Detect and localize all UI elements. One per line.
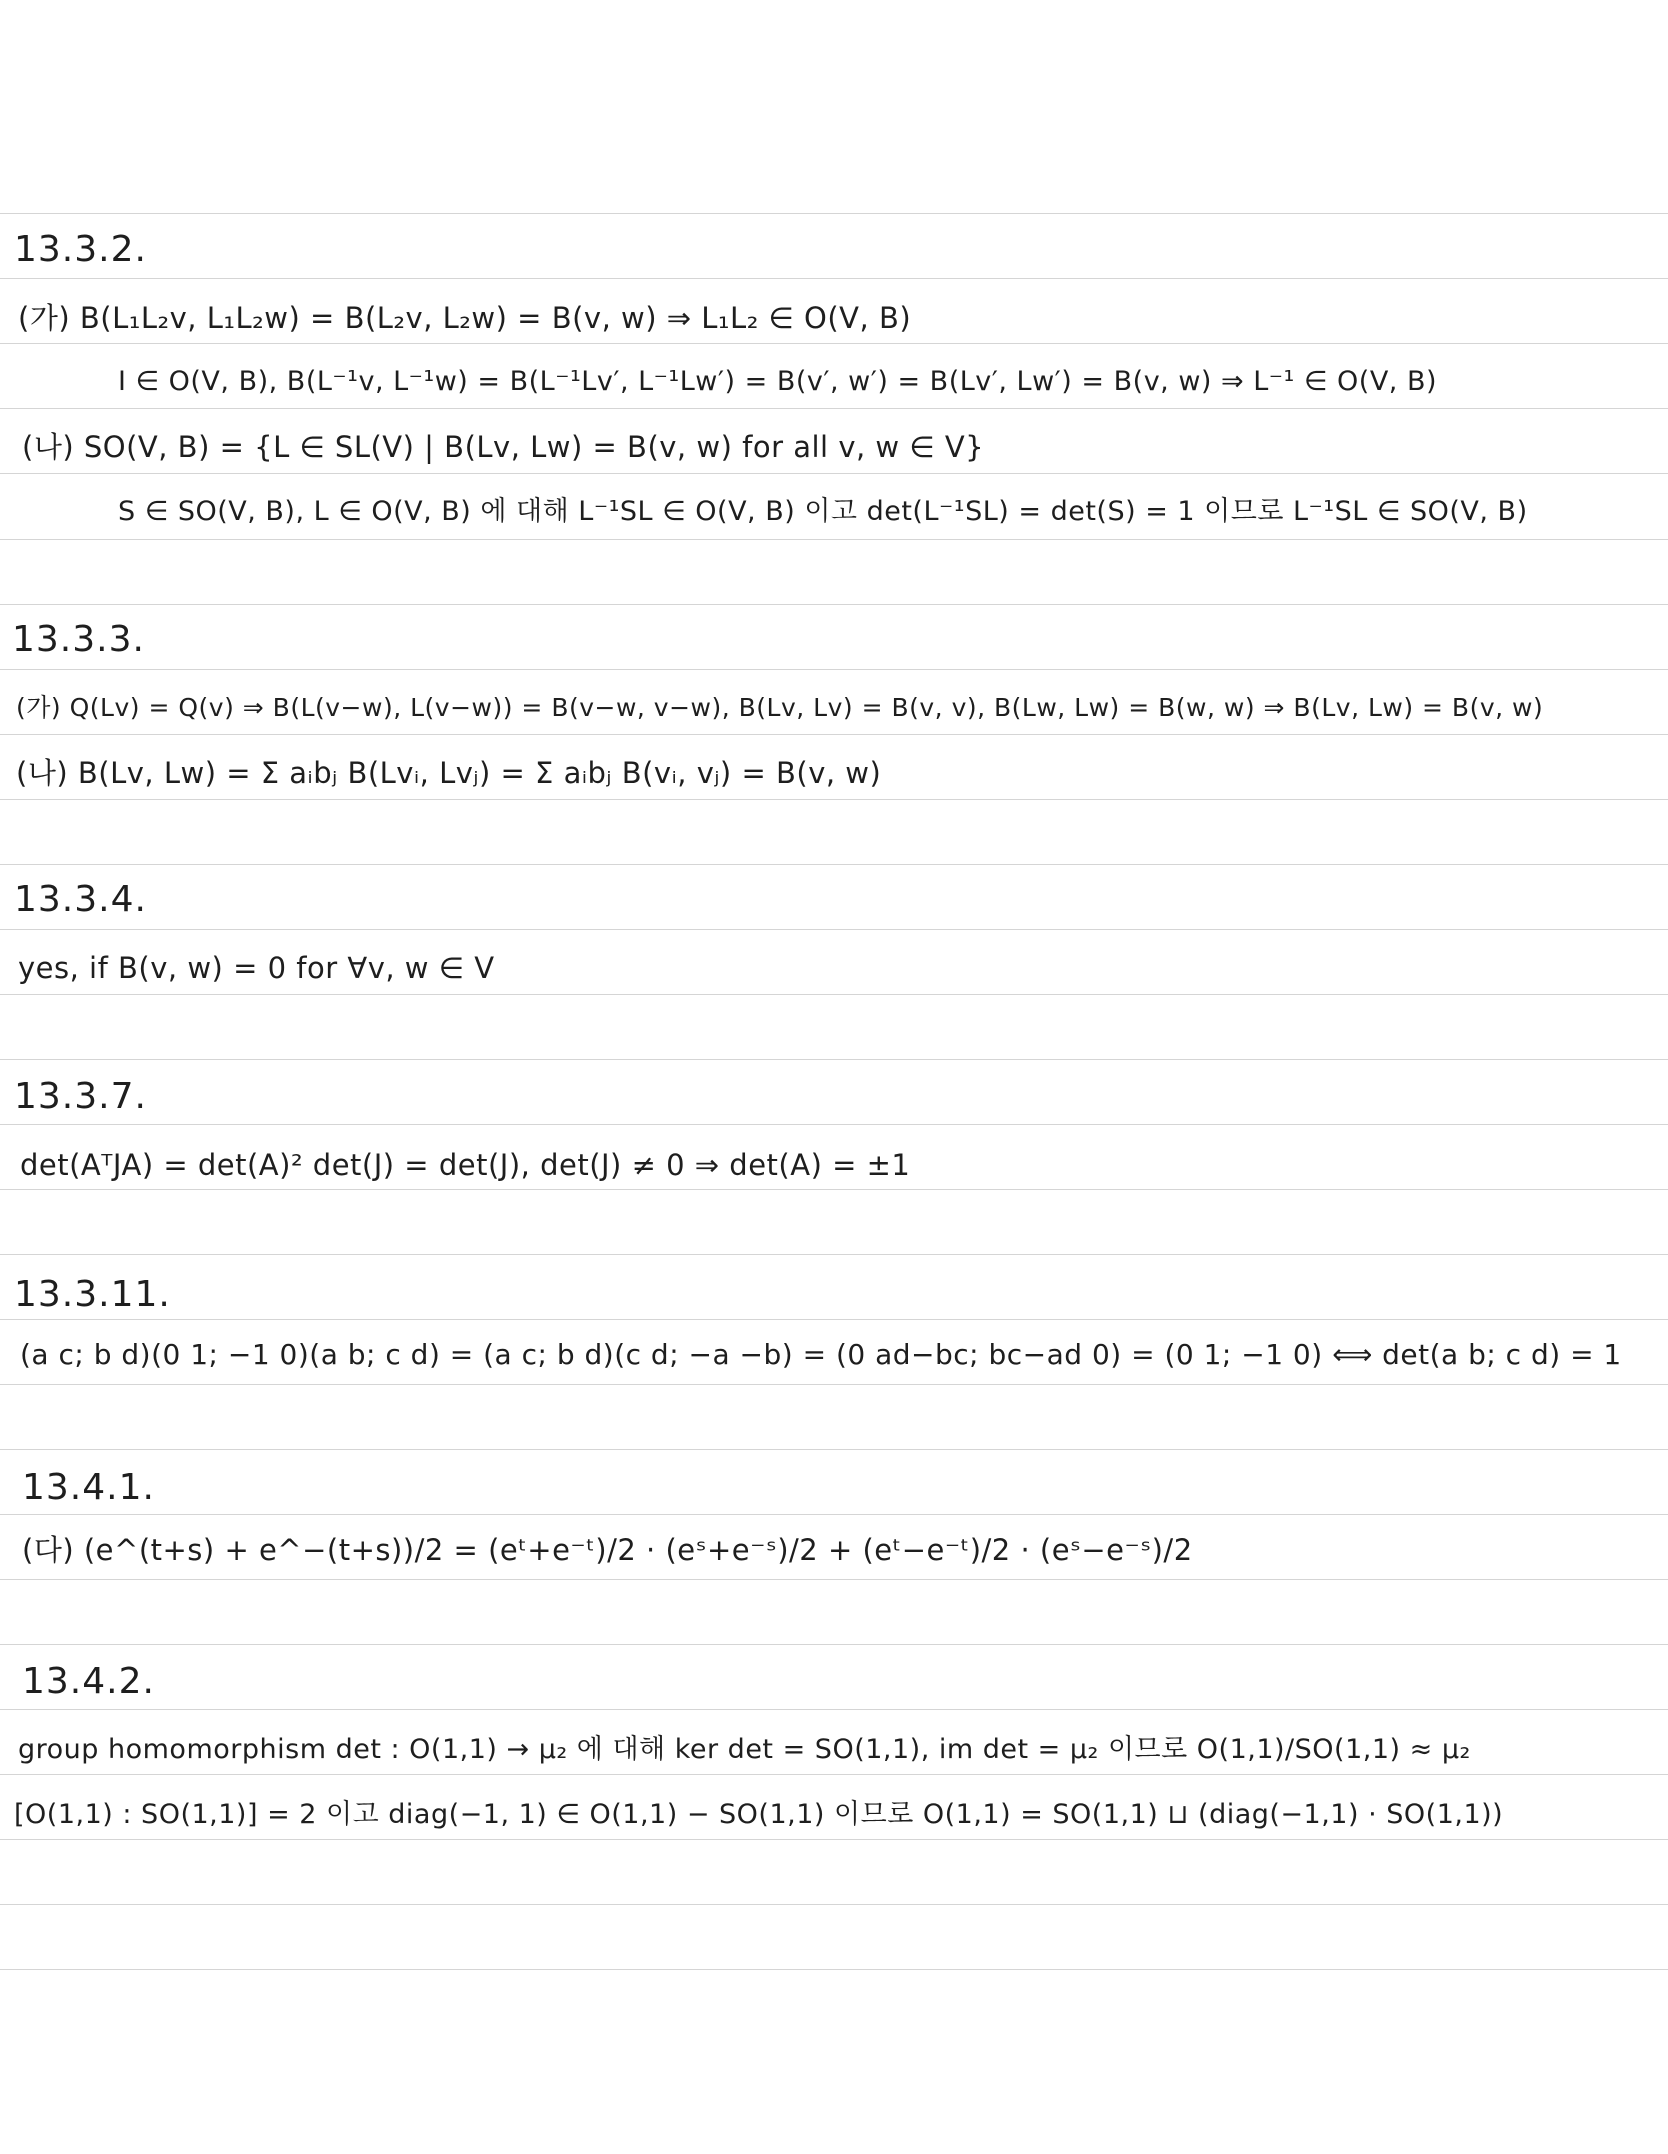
note-line: S ∈ SO(V, B), L ∈ O(V, B) 에 대해 L⁻¹SL ∈ O(V, B) 이고 det(L⁻¹SL) = det(S) = 1 이므로 L⁻¹SL ∈ SO(V, B) — [118, 496, 1528, 527]
ruled-line — [0, 799, 1668, 800]
ruled-line — [0, 1319, 1668, 1320]
ruled-line — [0, 1774, 1668, 1775]
section-title: 13.4.2. — [22, 1661, 155, 1702]
ruled-line — [0, 1059, 1668, 1060]
ruled-line — [0, 1709, 1668, 1710]
ruled-line — [0, 1839, 1668, 1840]
ruled-line — [0, 994, 1668, 995]
ruled-line — [0, 278, 1668, 279]
note-line: (다) (e^(t+s) + e^−(t+s))/2 = (eᵗ+e⁻ᵗ)/2 · (eˢ+e⁻ˢ)/2 + (eᵗ−e⁻ᵗ)/2 · (eˢ−e⁻ˢ)/2 — [22, 1533, 1193, 1567]
note-line: (나) B(Lv, Lw) = Σ aᵢbⱼ B(Lvᵢ, Lvⱼ) = Σ aᵢbⱼ B(vᵢ, vⱼ) = B(v, w) — [16, 756, 882, 790]
ruled-line — [0, 1449, 1668, 1450]
section-title: 13.3.3. — [12, 619, 145, 660]
note-line: yes, if B(v, w) = 0 for ∀v, w ∈ V — [18, 951, 495, 985]
ruled-line — [0, 1384, 1668, 1385]
ruled-line — [0, 473, 1668, 474]
ruled-line — [0, 604, 1668, 605]
ruled-line — [0, 213, 1668, 214]
note-line: [O(1,1) : SO(1,1)] = 2 이고 diag(−1, 1) ∈ O(1,1) − SO(1,1) 이므로 O(1,1) = SO(1,1) ⊔ (diag(−1,1) · SO(1,1)) — [14, 1799, 1504, 1830]
section-title: 13.3.7. — [14, 1076, 147, 1117]
note-line: det(AᵀJA) = det(A)² det(J) = det(J), det(J) ≠ 0 ⇒ det(A) = ±1 — [20, 1148, 911, 1182]
note-line: (나) SO(V, B) = {L ∈ SL(V) | B(Lv, Lw) = B(v, w) for all v, w ∈ V} — [22, 430, 985, 464]
ruled-line — [0, 929, 1668, 930]
section-title: 13.3.4. — [14, 879, 147, 920]
note-line: (a c; b d)(0 1; −1 0)(a b; c d) = (a c; b d)(c d; −a −b) = (0 ad−bc; bc−ad 0) = (0 1; −1 0) ⟺ det(a b; c d) = 1 — [20, 1338, 1622, 1371]
ruled-line — [0, 1124, 1668, 1125]
ruled-line — [0, 1904, 1668, 1905]
section-title: 13.3.11. — [14, 1274, 171, 1315]
note-line: (가) B(L₁L₂v, L₁L₂w) = B(L₂v, L₂w) = B(v, w) ⇒ L₁L₂ ∈ O(V, B) — [18, 301, 912, 335]
ruled-line — [0, 1254, 1668, 1255]
note-line: I ∈ O(V, B), B(L⁻¹v, L⁻¹w) = B(L⁻¹Lv′, L⁻¹Lw′) = B(v′, w′) = B(Lv′, Lw′) = B(v, w) ⇒ L⁻¹ ∈ O(V, B) — [118, 366, 1438, 397]
ruled-line — [0, 1644, 1668, 1645]
ruled-line — [0, 343, 1668, 344]
section-title: 13.3.2. — [14, 229, 147, 270]
ruled-line — [0, 1579, 1668, 1580]
ruled-line — [0, 539, 1668, 540]
ruled-line — [0, 408, 1668, 409]
note-line: (가) Q(Lv) = Q(v) ⇒ B(L(v−w), L(v−w)) = B(v−w, v−w), B(Lv, Lv) = B(v, v), B(Lw, Lw) = B(w, w) ⇒ B(Lv, Lw) = B(v, w) — [16, 693, 1544, 722]
ruled-line — [0, 669, 1668, 670]
note-line: group homomorphism det : O(1,1) → μ₂ 에 대해 ker det = SO(1,1), im det = μ₂ 이므로 O(1,1)/SO(1,1) ≈ μ₂ — [18, 1734, 1471, 1765]
ruled-line — [0, 1969, 1668, 1970]
ruled-line — [0, 734, 1668, 735]
ruled-line — [0, 1189, 1668, 1190]
section-title: 13.4.1. — [22, 1467, 155, 1508]
ruled-line — [0, 1514, 1668, 1515]
ruled-line — [0, 864, 1668, 865]
